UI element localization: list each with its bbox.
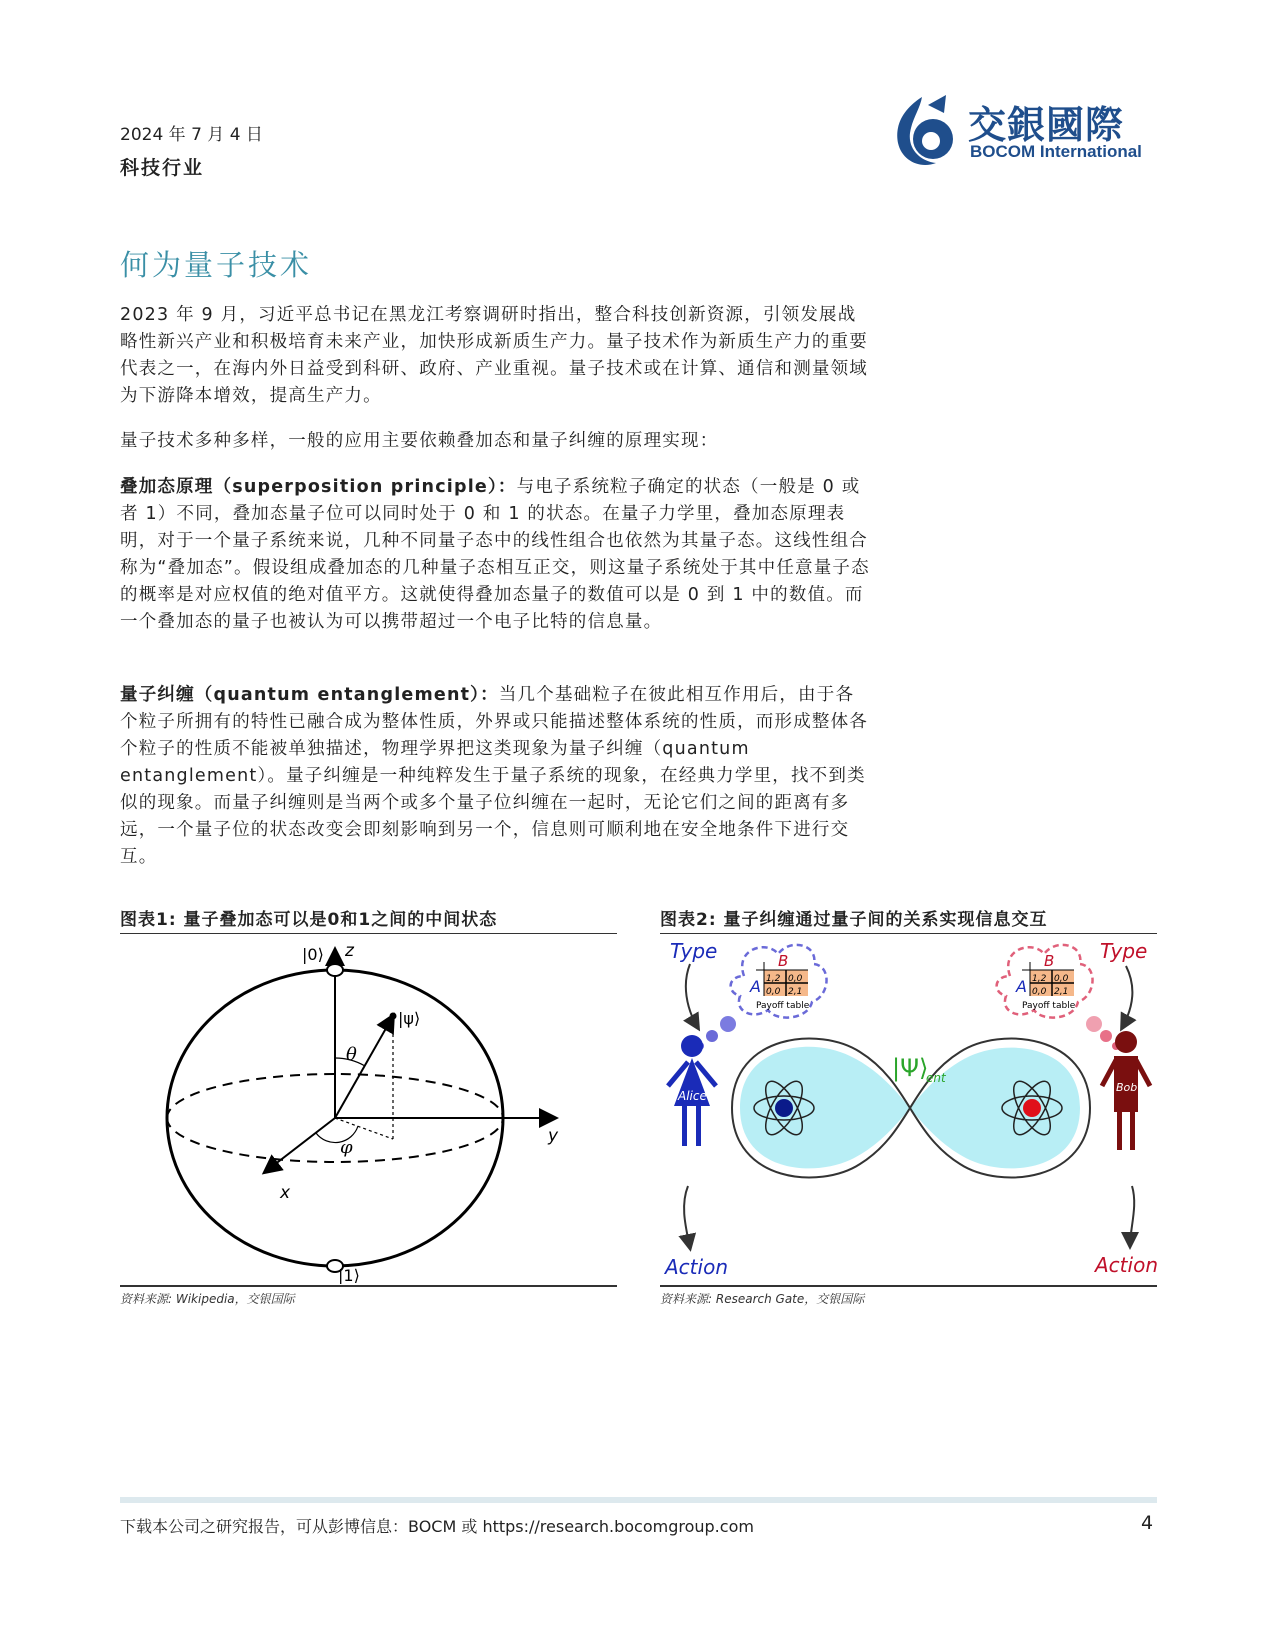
superposition-paragraph <box>120 474 870 636</box>
equator-front <box>167 1118 503 1162</box>
action-arrow-right <box>1130 1186 1134 1246</box>
figure2-source: 资料来源: Research Gate，交银国际 <box>660 1292 865 1306</box>
payoff-cloud-left <box>731 945 827 1018</box>
entanglement-diagram <box>660 936 1157 1284</box>
bloch-sphere-diagram <box>120 936 617 1284</box>
superposition-body: 与电子系统粒子确定的状态（一般是 0 或者 1）不同，叠加态量子位可以同时处于 0 和 1 的状态。在量子力学里，叠加态原理表明，对于一个量子系统来说，几种不同量子态中的线性组合也依然为其量子态。这线性组合称为“叠加态”。假设组成叠加态的几种量子态相互正交，则这量子系统处于其中任意量子态的概率是对应权值的绝对值平方。这就使得叠加态量子的数值可以是 0 到 1 中的数值。而一个叠加态的量子也被认为可以携带超过一个电子比特的信息量。 <box>120 477 870 632</box>
alice-label: Alice <box>678 1089 707 1103</box>
entanglement-figure <box>660 936 1157 1284</box>
figure2-title: 图表2: 量子纠缠通过量子间的关系实现信息交互 <box>660 910 1048 930</box>
payoff-cell-left-22: 2,1 <box>788 987 803 997</box>
north-pole-marker <box>327 964 343 976</box>
payoff-cell-right-12: 0,0 <box>1054 974 1069 984</box>
entanglement-paragraph <box>120 682 870 871</box>
footer-divider <box>120 1497 1157 1503</box>
ket0-label: |0⟩ <box>302 945 324 964</box>
payoff-col-label-left: B <box>778 952 789 970</box>
figure1-bottom-rule <box>120 1285 617 1287</box>
bob-label: Bob <box>1116 1081 1138 1094</box>
theta-label: θ <box>346 1044 357 1065</box>
section-title: 何为量子技术 <box>120 248 313 282</box>
logo-mark-icon <box>888 91 968 171</box>
phi-label: φ <box>340 1137 353 1158</box>
action-label-right: Action <box>1095 1253 1157 1277</box>
payoff-cell-left-12: 0,0 <box>788 974 803 984</box>
figure2-top-rule <box>660 933 1157 934</box>
intro-paragraph: 2023 年 9 月，习近平总书记在黑龙江考察调研时指出，整合科技创新资源，引领发展战略性新兴产业和积极培育未来产业，加快形成新质生产力。量子技术作为新质生产力的重要代表之一，在海内外日益受到科研、政府、产业重视。量子技术或在计算、通信和测量领域为下游降本增效，提高生产力。 <box>120 305 868 406</box>
entanglement-body: 当几个基础粒子在彼此相互作用后，由于各个粒子所拥有的特性已融合成为整体性质，外界或只能描述整体系统的性质，而形成整体各个粒子的性质不能被单独描述，物理学界把这类现象为量子纠缠（quantum entanglement）。量子纠缠是一种纯粹发生于量子系统的现象，在经典力学里，找不到类似的现象。而量子纠缠则是当两个或多个量子位纠缠在一起时，无论它们之间的距离有多远，一个量子位的状态改变会即刻影响到另一个，信息则可顺利地在安全地条件下进行交互。 <box>120 685 868 867</box>
principle-intro-paragraph: 量子技术多种多样，一般的应用主要依赖叠加态和量子纠缠的原理实现： <box>120 431 719 451</box>
x-label: x <box>280 1183 291 1203</box>
payoff-cell-left-21: 0,0 <box>766 987 781 997</box>
payoff-cell-right-21: 0,0 <box>1032 987 1047 997</box>
type-label-left: Type <box>670 939 718 963</box>
figure1-title: 图表1: 量子叠加态可以是0和1之间的中间状态 <box>120 910 498 930</box>
type-arrow-left <box>686 964 698 1028</box>
company-logo <box>888 91 1152 171</box>
action-arrow-left <box>684 1186 690 1248</box>
psi-ent-label: |Ψ⟩ <box>892 1054 929 1082</box>
payoff-cell-left-11: 1,2 <box>766 974 781 984</box>
action-label-left: Action <box>665 1255 728 1279</box>
phi-projection <box>335 1118 393 1139</box>
x-axis <box>265 1118 335 1172</box>
logo-chinese-name: 交銀國際 <box>968 103 1125 147</box>
type-label-right: Type <box>1100 939 1148 963</box>
payoff-row-label-right: A <box>1016 977 1027 996</box>
figure2-bottom-rule <box>660 1285 1157 1287</box>
payoff-row-label-left: A <box>750 977 761 996</box>
entanglement-heading: 量子纠缠（quantum entanglement）： <box>120 685 499 705</box>
psi-ent-subscript: ent <box>926 1071 946 1085</box>
payoff-cell-right-22: 2,1 <box>1054 987 1069 997</box>
payoff-cell-right-11: 1,2 <box>1032 974 1047 984</box>
y-label: y <box>548 1126 559 1146</box>
footer-download-note: 下载本公司之研究报告，可从彭博信息：BOCM 或 https://research.bocomgroup.com <box>120 1517 754 1536</box>
superposition-heading: 叠加态原理（superposition principle）： <box>120 477 517 497</box>
alice-figure <box>668 1035 716 1146</box>
payoff-col-label-right: B <box>1044 952 1055 970</box>
z-label: z <box>345 941 354 961</box>
payoff-cloud-right <box>997 945 1093 1018</box>
payoff-caption-right: Payoff table <box>1022 1001 1076 1011</box>
bob-figure <box>1102 1031 1150 1150</box>
ket1-label: |1⟩ <box>338 1266 360 1284</box>
type-arrow-right <box>1122 966 1132 1028</box>
figure1-top-rule <box>120 933 617 934</box>
bloch-sphere-figure <box>120 936 617 1284</box>
sector-label: 科技行业 <box>120 157 205 179</box>
figure1-source: 资料来源: Wikipedia，交银国际 <box>120 1292 295 1306</box>
logo-english-name: BOCOM International <box>970 142 1142 161</box>
payoff-caption-left: Payoff table <box>756 1001 810 1011</box>
report-date: 2024 年 7 月 4 日 <box>120 125 263 145</box>
page-number: 4 <box>1141 1512 1154 1534</box>
psi-label: |ψ⟩ <box>398 1009 421 1028</box>
psi-vector <box>335 1016 393 1118</box>
